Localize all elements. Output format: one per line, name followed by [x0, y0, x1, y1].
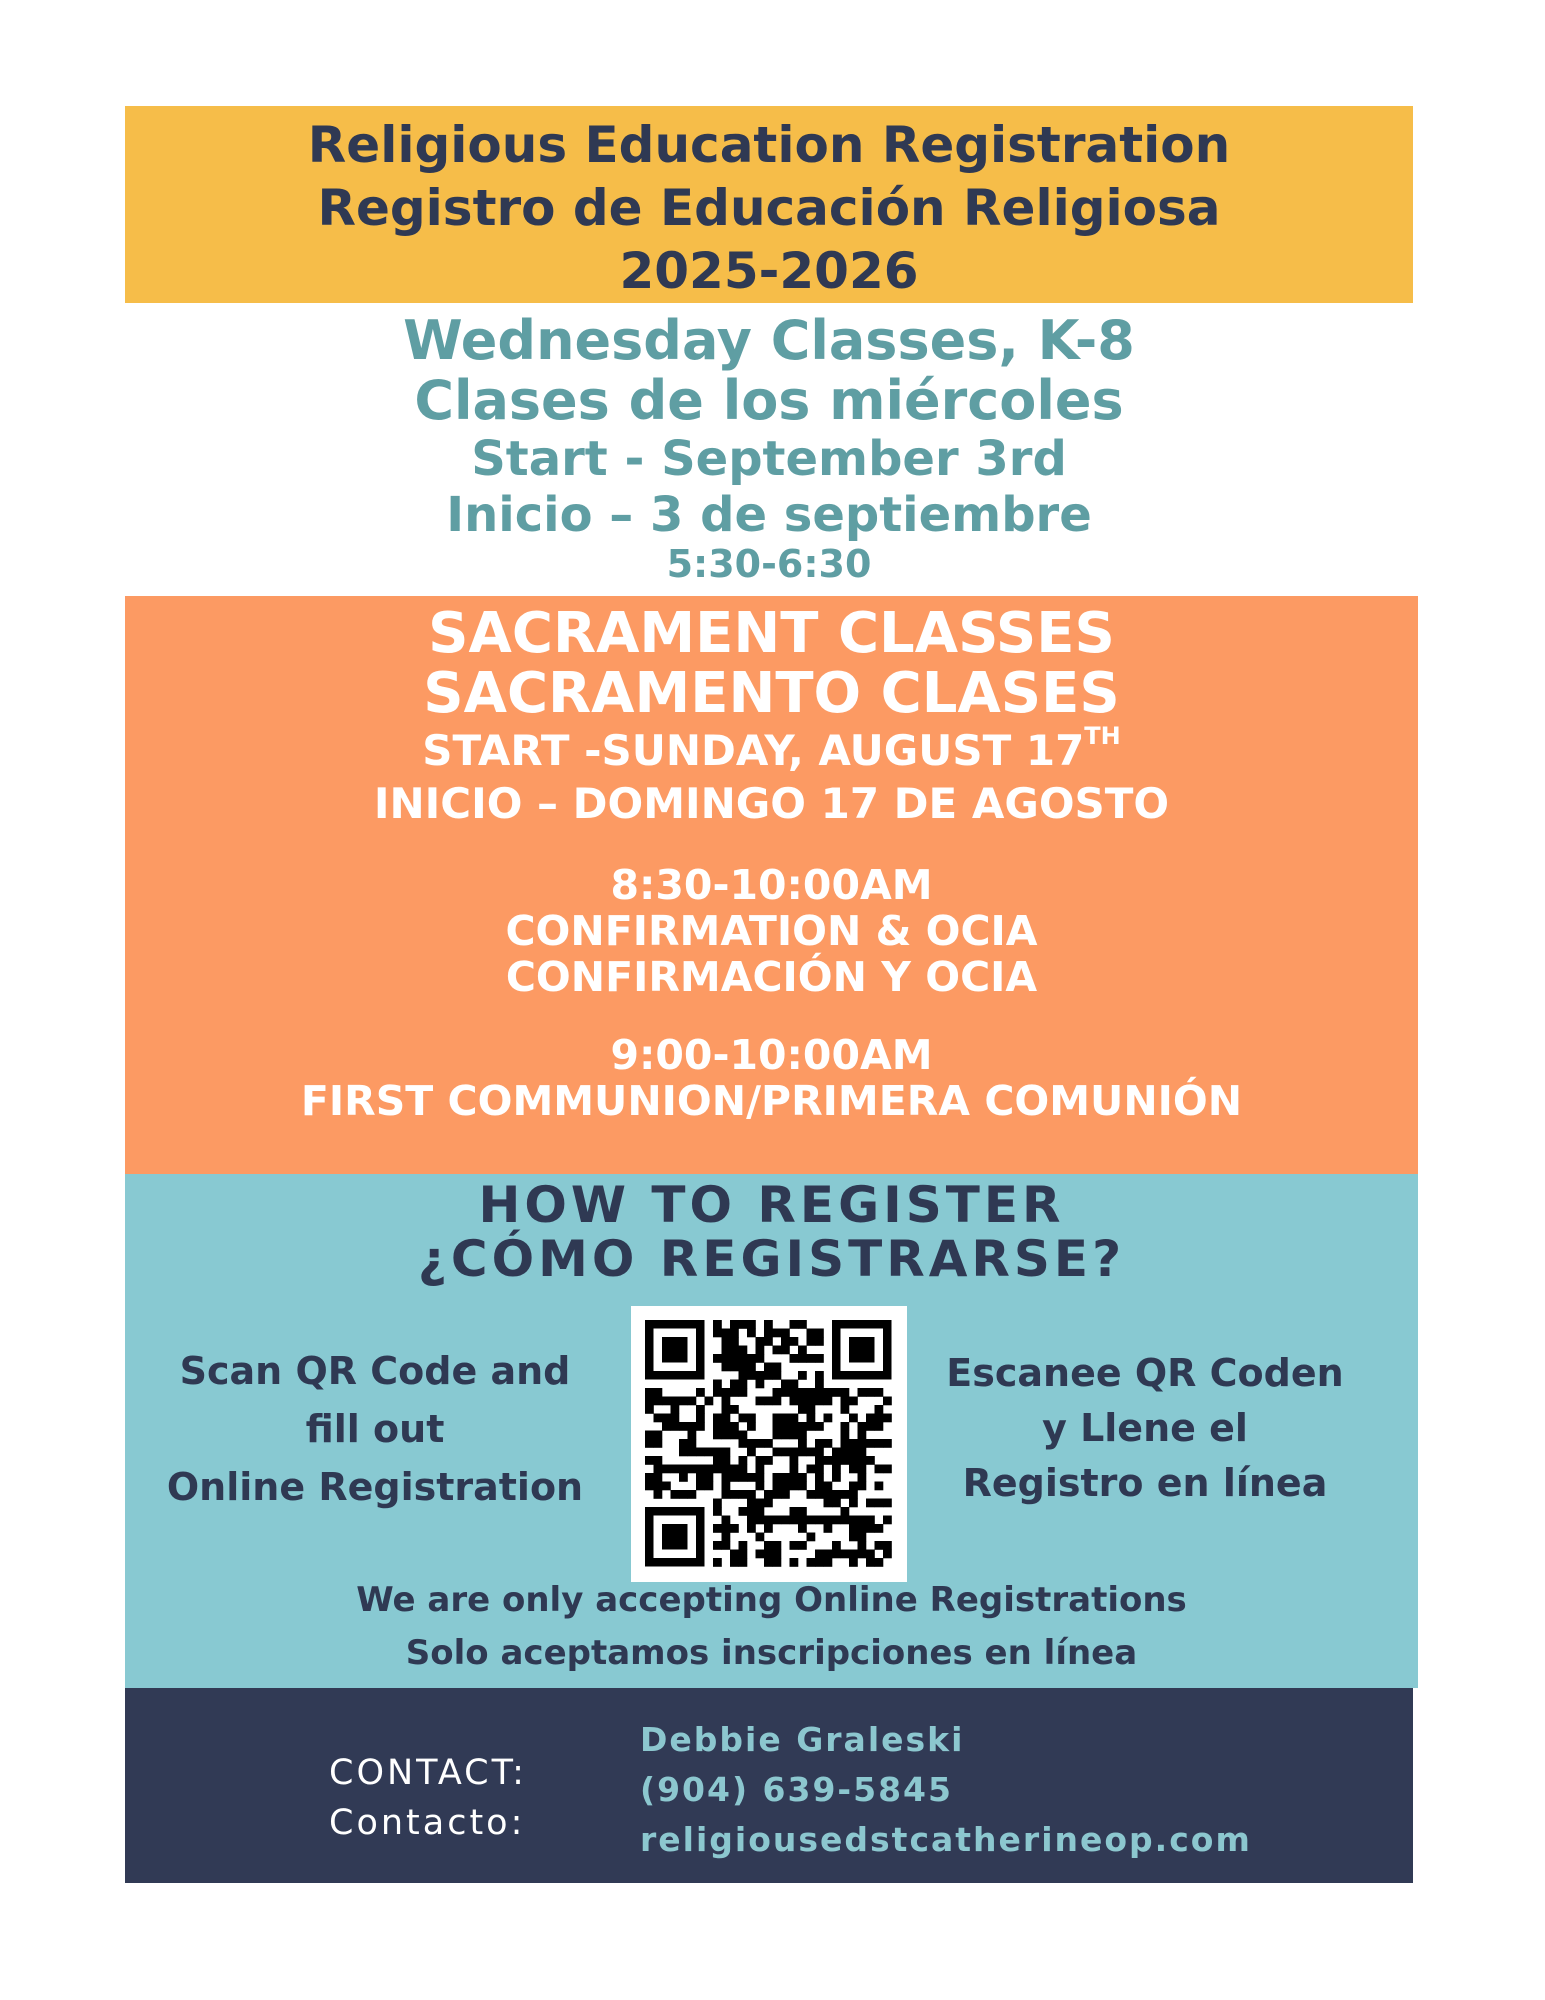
wednesday-start-es: Inicio – 3 de septiembre [446, 487, 1092, 543]
confirmation-es: CONFIRMACIÓN Y OCIA [505, 953, 1038, 1001]
ordinal-suffix: TH [1084, 722, 1121, 750]
confirmation-time: 8:30-10:00AM [610, 861, 933, 909]
contact-label-en: CONTACT: [329, 1753, 527, 1793]
register-heading-en: HOW TO REGISTER [478, 1176, 1065, 1234]
wednesday-heading-en: Wednesday Classes, K-8 [403, 309, 1135, 372]
how-to-register-section [125, 1174, 1418, 1688]
title-line-1: Religious Education Registration [307, 116, 1231, 174]
contact-email[interactable]: religiousedstcatherineop.com [640, 1820, 1252, 1859]
confirmation-en: CONFIRMATION & OCIA [505, 907, 1038, 955]
escanee-line-2: y Llene el [1042, 1406, 1248, 1450]
title-year: 2025-2026 [619, 242, 919, 300]
register-heading-es: ¿CÓMO REGISTRARSE? [417, 1230, 1126, 1288]
sacrament-start-es: INICIO – DOMINGO 17 DE AGOSTO [373, 779, 1170, 828]
escanee-line-3: Registro en línea [962, 1461, 1328, 1505]
contact-labels [329, 1748, 527, 1848]
qr-code-icon[interactable] [631, 1306, 907, 1582]
contact-name: Debbie Graleski [640, 1720, 965, 1759]
online-only-note [125, 1574, 1418, 1680]
online-note-es: Solo aceptamos inscripciones en línea [405, 1633, 1138, 1673]
wednesday-classes-section [125, 303, 1413, 596]
wednesday-start-en: Start - September 3rd [471, 431, 1067, 487]
online-note-en: We are only accepting Online Registrations [356, 1580, 1187, 1620]
scan-line-1: Scan QR Code and [179, 1349, 571, 1393]
contact-label-es: Contacto: [329, 1803, 526, 1843]
sacrament-classes-section [125, 596, 1418, 1174]
contact-section [125, 1688, 1413, 1883]
sacrament-start-en [125, 724, 1418, 777]
contact-phone[interactable]: (904) 639-5845 [640, 1770, 953, 1809]
title-line-2: Registro de Educación Religiosa [317, 179, 1221, 237]
scan-line-3: Online Registration [166, 1465, 584, 1509]
wednesday-time: 5:30-6:30 [666, 542, 872, 586]
sacrament-heading-en: SACRAMENT CLASSES [428, 601, 1115, 666]
escanee-line-1: Escanee QR Coden [946, 1351, 1344, 1395]
communion-time: 9:00-10:00AM [610, 1031, 933, 1079]
scan-instructions-en [155, 1342, 595, 1516]
qr-code-graphic [631, 1306, 907, 1582]
sacrament-start-text: START -SUNDAY, AUGUST 17 [422, 726, 1085, 775]
sacrament-heading-es: SACRAMENTO CLASES [423, 661, 1120, 726]
contact-values [640, 1715, 1252, 1865]
wednesday-heading-es: Clases de los miércoles [414, 369, 1124, 432]
scan-instructions-es [935, 1346, 1355, 1511]
scan-line-2: fill out [305, 1407, 445, 1451]
first-communion: FIRST COMMUNION/PRIMERA COMUNIÓN [300, 1077, 1243, 1125]
title-banner [125, 106, 1413, 303]
